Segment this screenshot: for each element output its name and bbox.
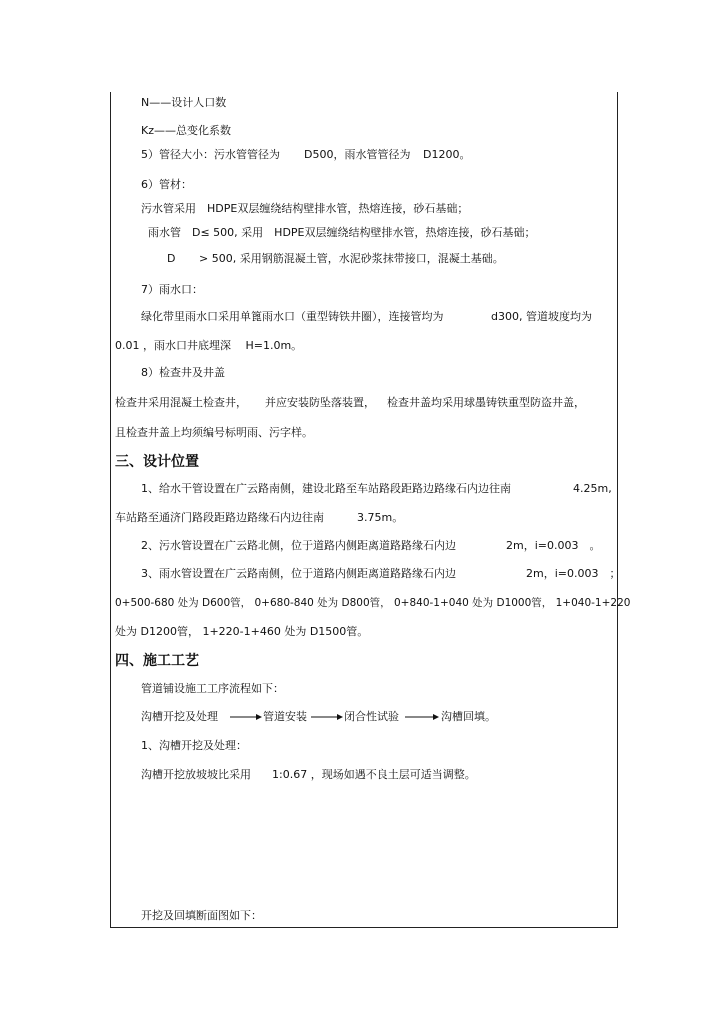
page-frame <box>110 92 621 928</box>
text-line: 检查井采用混凝土检查井， <box>115 396 247 409</box>
text-line: 0+500-680 处为 D600管， 0+680-840 处为 D800管， 0+840-1+040 处为 D1000管， 1+040-1+220 <box>115 597 631 609</box>
text-line: D1200。 <box>423 148 471 161</box>
text-line: 6）管材： <box>141 178 192 191</box>
section-heading: 四、施工工艺 <box>115 653 199 669</box>
flow-step: 闭合性试验 <box>344 710 399 723</box>
flow-arrow-icon <box>310 710 344 724</box>
text-line: 2m，i=0.003 。 <box>506 539 601 552</box>
text-line: 并应安装防坠落装置， <box>265 396 375 409</box>
text-line: 3.75m。 <box>357 511 404 524</box>
section-heading: 三、设计位置 <box>115 454 199 470</box>
text-line: 7）雨水口： <box>141 283 203 296</box>
text-line: Kz——总变化系数 <box>141 124 231 137</box>
flow-step: 沟槽回填。 <box>441 710 496 723</box>
flow-step: 管道安装 <box>263 710 307 723</box>
text-line: 处为 D1200管， 1+220-1+460 处为 D1500管。 <box>115 625 369 638</box>
text-line: 污水管采用 HDPE双层缠绕结构壁排水管，热熔连接，砂石基础； <box>141 202 469 215</box>
text-line: 检查井盖均采用球墨铸铁重型防盗井盖， <box>387 396 585 409</box>
flow-step: 沟槽开挖及处理 <box>141 710 218 723</box>
text-line: 8）检查井及井盖 <box>141 366 225 379</box>
text-line: 开挖及回填断面图如下： <box>141 909 262 922</box>
text-line: 雨水管 D≤ 500, 采用 HDPE双层缠绕结构壁排水管，热熔连接，砂石基础； <box>148 226 536 239</box>
text-line: 3、雨水管设置在广云路南侧，位于道路内侧距离道路路缘石内边 <box>141 567 456 580</box>
flow-arrow-icon <box>229 710 263 724</box>
text-line: D <box>167 252 176 265</box>
text-line: 管道铺设施工工序流程如下： <box>141 682 284 695</box>
flow-arrow-icon <box>404 710 440 724</box>
text-line: > 500, 采用钢筋混凝土管，水泥砂浆抹带接口，混凝土基础。 <box>199 252 504 265</box>
text-line: 沟槽开挖放坡坡比采用 <box>141 768 251 781</box>
text-line: 车站路至通济门路段距路边路缘石内边往南 <box>115 511 324 524</box>
text-line: 且检查井盖上均须编号标明雨、污字样。 <box>115 426 313 439</box>
text-line: 1、给水干管设置在广云路南侧，建设北路至车站路段距路边路缘石内边往南 <box>141 482 511 495</box>
text-line: 1、沟槽开挖及处理： <box>141 739 247 752</box>
text-line: 2、污水管设置在广云路北侧，位于道路内侧距离道路路缘石内边 <box>141 539 456 552</box>
text-line: 绿化带里雨水口采用单篦雨水口（重型铸铁井圈），连接管均为 <box>141 310 444 323</box>
text-line: 1:0.67 ，现场如遇不良土层可适当调整。 <box>272 768 476 781</box>
text-line: N——设计人口数 <box>141 96 227 109</box>
text-line: d300, 管道坡度均为 <box>491 310 592 323</box>
text-line: D500，雨水管管径为 <box>304 148 411 161</box>
text-line: 5）管径大小：污水管管径为 <box>141 148 280 161</box>
text-line: 4.25m, <box>573 482 612 495</box>
text-line: 2m，i=0.003 ； <box>526 567 621 580</box>
text-line: 0.01 ，雨水口井底埋深 H=1.0m。 <box>115 339 303 352</box>
